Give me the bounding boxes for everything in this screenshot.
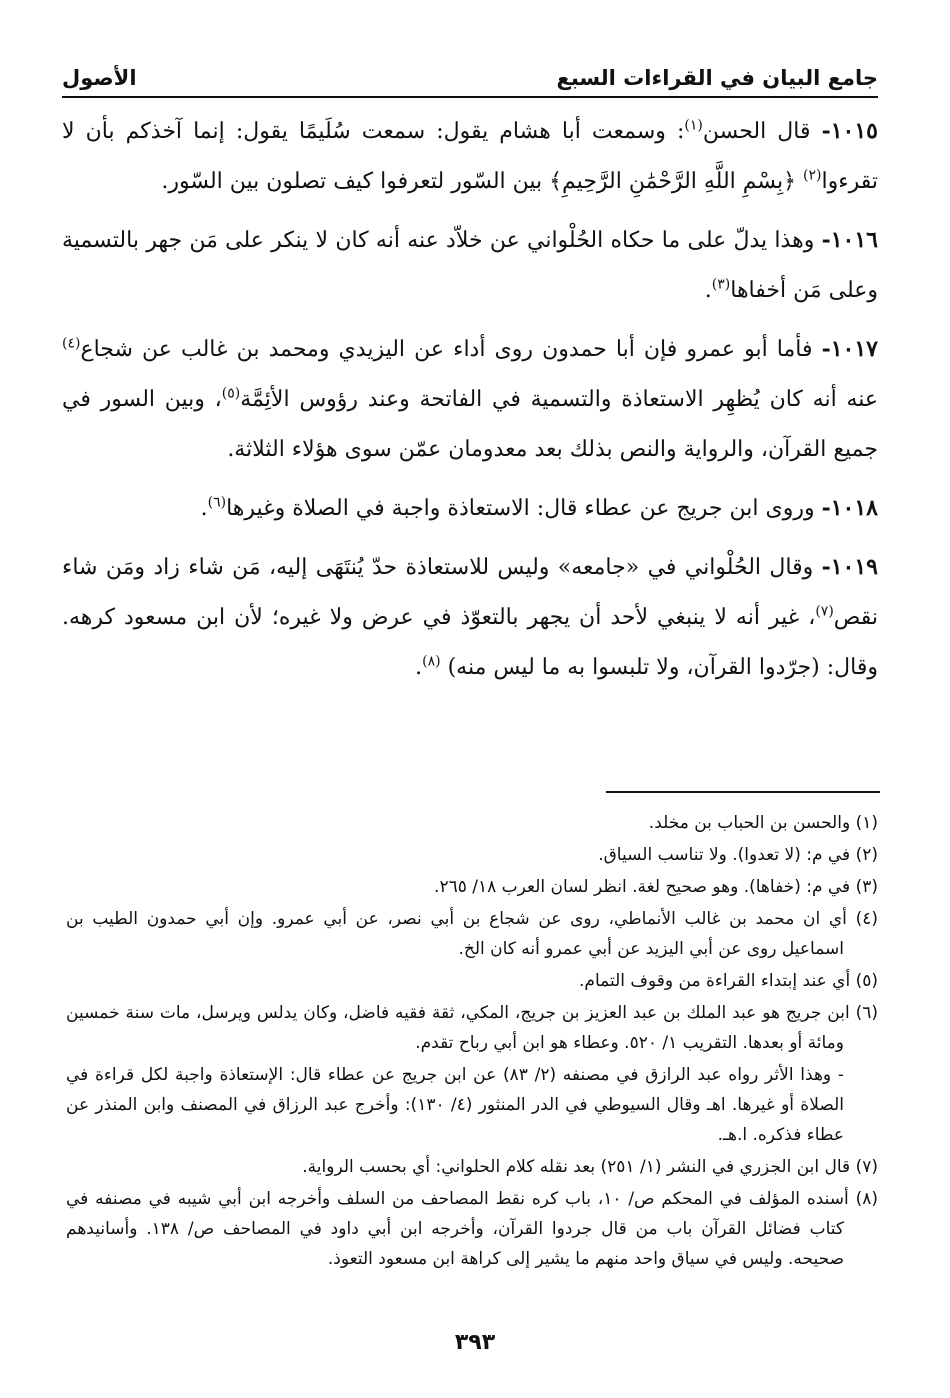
footnote: (٣) في م: (خفاها). وهو صحيح لغة. انظر لسان العرب ١٨/ ٢٦٥. [434, 877, 878, 897]
paragraph-text: فأما أبو عمرو فإن أبا حمدون روى أداء عن اليزيدي ومحمد بن غالب عن شجاع [80, 337, 822, 362]
footnote-ref[interactable]: (٣) [711, 276, 731, 293]
paragraph-text: . [415, 655, 423, 680]
paragraph-number: ١٠١٧- [821, 336, 878, 362]
main-text [62, 106, 878, 701]
section-title: الأصول [62, 66, 137, 90]
footnote-ref[interactable]: (٨) [422, 653, 441, 670]
paragraph-number: ١٠١٥- [821, 118, 878, 144]
paragraph [62, 324, 878, 475]
paragraph-text: ﴿بِسْمِ اللَّهِ الرَّحْمَٰنِ الرَّحِيمِ﴾ بين السّور لتعرفوا كيف تصلون بين السّور. [161, 169, 804, 194]
paragraph-text: عنه أنه كان يُظهِر الاستعاذة والتسمية في الفاتحة وعند رؤوس الأئِمَّة [240, 387, 878, 412]
paragraph [62, 483, 878, 534]
paragraph-number: ١٠١٩- [821, 554, 878, 580]
paragraph-text: وهذا يدلّ على ما حكاه الحُلْواني عن خلاّد عنه أنه كان لا ينكر على مَن جهر بالتسمية وعلى مَن أخفاها [62, 228, 878, 303]
footnote-divider [606, 791, 880, 793]
running-header [62, 62, 878, 98]
footnote: (٤) أي ان محمد بن غالب الأنماطي، روى عن شجاع بن أبي نصر، عن أبي عمرو. وإن أبي حمدون الطيب بن اسماعيل روى عن أبي اليزيد عن أبي عمرو أنه كان الخ. [66, 909, 878, 959]
paragraph [62, 542, 878, 693]
paragraph-text: : وسمعت أبا هشام يقول: سمعت سُلَيمًا يقول: إنما آخذكم بأن لا تقرءوا [62, 119, 878, 194]
paragraph-number: ١٠١٨- [821, 495, 878, 521]
paragraph-text: قال الحسن [702, 119, 822, 144]
footnote: (٥) أي عند إبتداء القراءة من وقوف التمام. [579, 971, 878, 991]
footnote-continuation: - وهذا الأثر رواه عبد الرازق في مصنفه (٢/ ٨٣) عن ابن جريج عن عطاء قال: الإستعاذة واجبة لكل قراءة في الصلاة أو غيرها. اهـ وقال السيوطي في الدر المنثور (٤/ ١٣٠): وأخرج عبد الرزاق في المصنف وابن المنذر عن عطاء فذكره. ا.هـ. [66, 1065, 845, 1145]
footnote-ref[interactable]: (٥) [221, 385, 241, 402]
footnote-ref[interactable]: (٤) [62, 335, 81, 352]
paragraph-text: . [704, 278, 712, 303]
paragraph-number: ١٠١٦- [821, 227, 878, 253]
paragraph-text: وروى ابن جريج عن عطاء قال: الاستعاذة واجبة في الصلاة وغيرها [226, 496, 822, 521]
paragraph [62, 215, 878, 316]
paragraph-text: ، غير أنه لا ينبغي لأحد أن يجهر بالتعوّذ في عرض ولا غيره؛ لأن ابن مسعود كرهه. وقال: (جرّدوا القرآن، ولا تلبسوا به ما ليس منه) [62, 605, 878, 680]
paragraph-text: ، وبين السور في جميع القرآن، والرواية والنص بذلك بعد معدومان عمّن سوى هؤلاء الثلاثة. [62, 387, 878, 462]
footnote-ref[interactable]: (٧) [815, 603, 834, 620]
footnote: (٦) ابن جريج هو عبد الملك بن عبد العزيز بن جريج، المكي، ثقة فقيه فاضل، وكان يدلس ويرسل، مات سنة خمسين ومائة أو بعدها. التقريب ١/ ٥٢٠. وعطاء هو ابن أبي رباح تقدم. [66, 1003, 878, 1053]
footnote-ref[interactable]: (١) [684, 117, 703, 134]
footnote: (٧) قال ابن الجزري في النشر (١/ ٢٥١) بعد نقله كلام الحلواني: أي بحسب الرواية. [302, 1157, 878, 1177]
footnote: (٢) في م: (لا تعدوا). ولا تناسب السياق. [598, 845, 878, 865]
paragraph [62, 106, 878, 207]
footnote-ref[interactable]: (٦) [207, 494, 227, 511]
footnote: (٨) أسنده المؤلف في المحكم ص/ ١٠، باب كره نقط المصاحف من السلف وأخرجه ابن أبي شيبه في مصنفه في كتاب فضائل القرآن باب من قال جردوا القرآن، وأخرجه ابن أبي داود في المصاحف ص/ ١٣٨. وأسانيدهم صحيحه. وليس في سياق واحد منهم ما يشير إلى كراهة ابن مسعود التعوذ. [66, 1189, 878, 1269]
paragraph-text: وقال الحُلْواني في «جامعه» وليس للاستعاذة حدّ يُنتَهَى إليه، مَن شاء زاد ومَن شاء نقص [62, 555, 878, 630]
page-number: ٣٩٣ [454, 1330, 496, 1355]
paragraph-text: . [200, 496, 208, 521]
footnotes [66, 808, 878, 1276]
book-title: جامع البيان في القراءات السبع [556, 66, 878, 90]
footnote-ref[interactable]: (٢) [803, 167, 822, 184]
footnote: (١) والحسن بن الحباب بن مخلد. [648, 813, 878, 833]
